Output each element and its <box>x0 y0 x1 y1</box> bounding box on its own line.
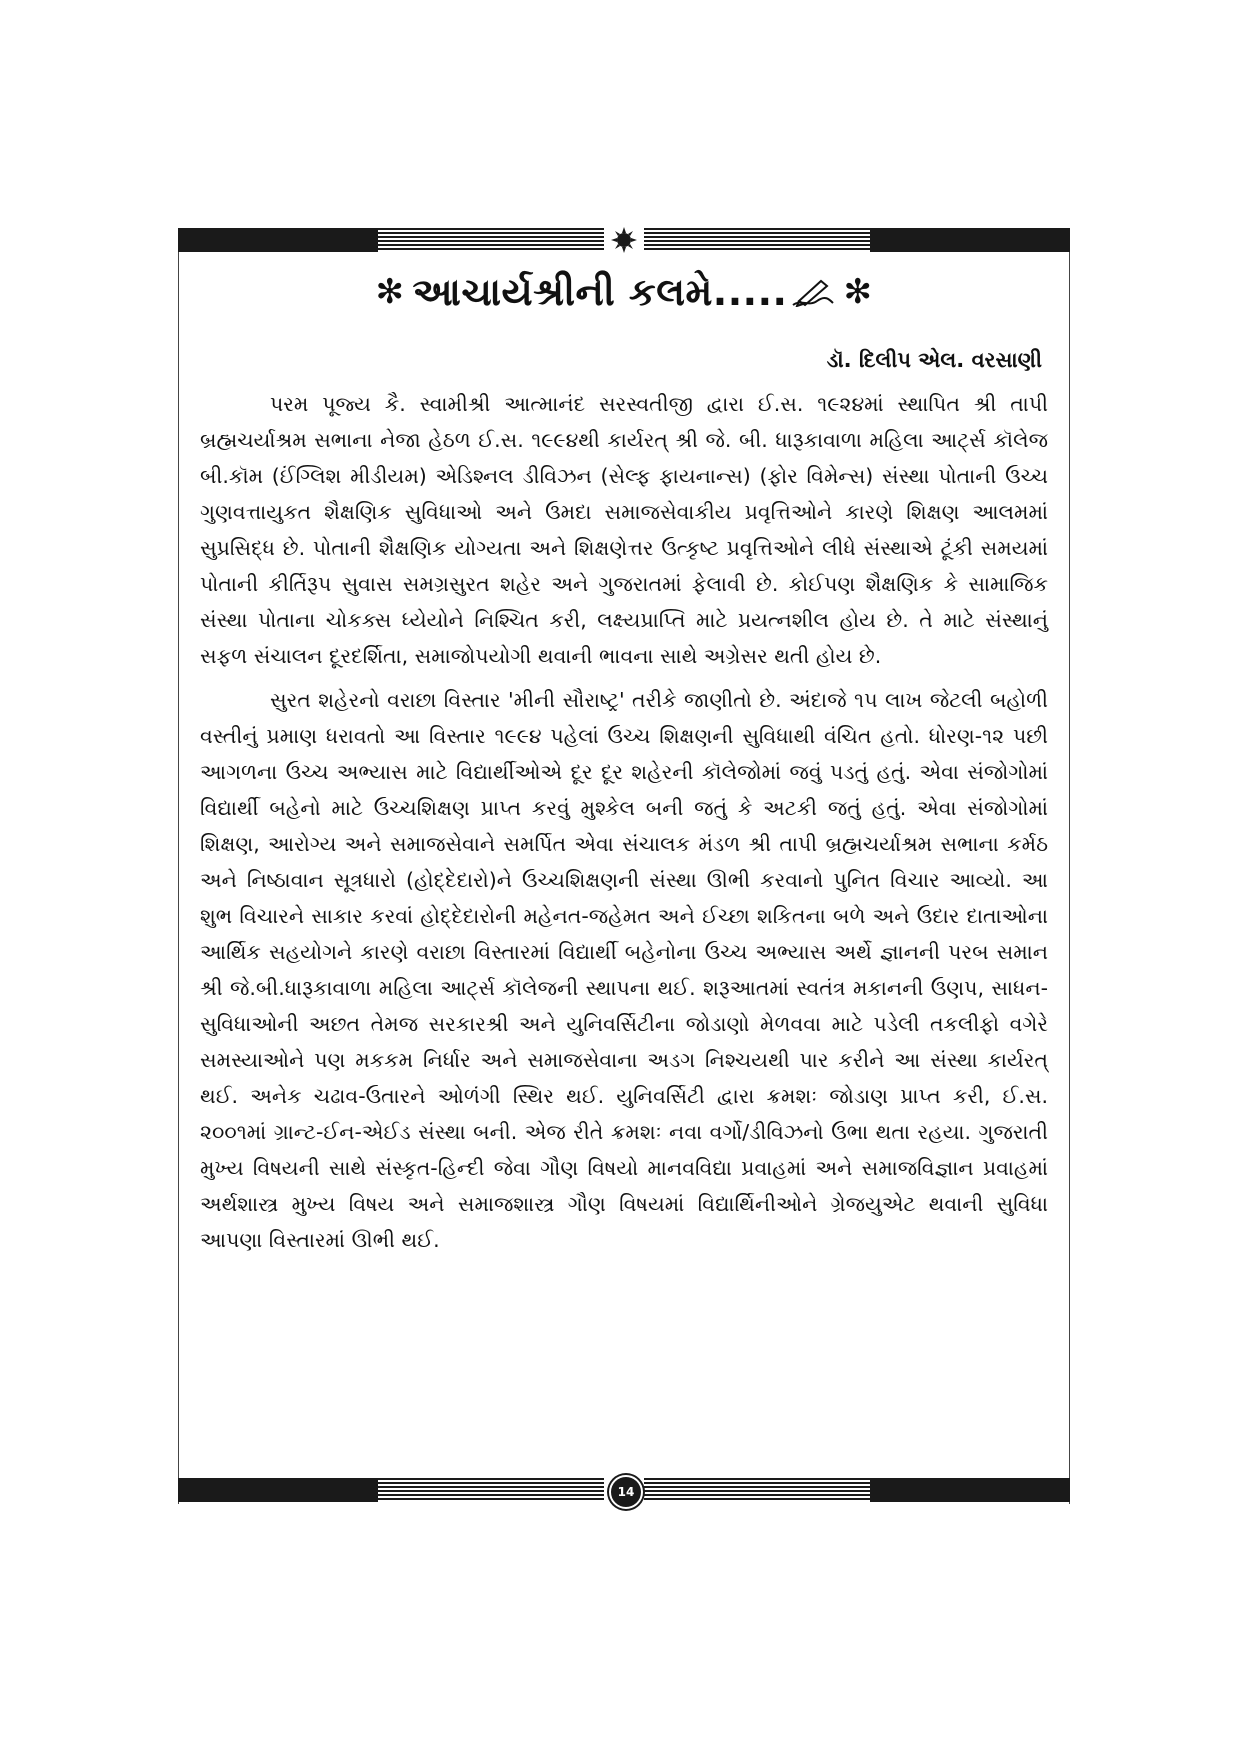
paragraph-2: સુરત શહેરનો વરાછા વિસ્તાર 'મીની સૌરાષ્ટ્ર' તરીકે જાણીતો છે. અંદાજે ૧૫ લાખ જેટલી બહોળી વસ્તીનું પ્રમાણ ધરાવતો આ વિસ્તાર ૧૯૯૪ પહેલાં ઉચ્ચ શિક્ષણની સુવિધાથી વંચિત હતો. ધોરણ-૧૨ પછી આગળના ઉચ્ચ અભ્યાસ માટે વિદ્યાર્થીઓએ દૂર દૂર શહેરની કૉલેજોમાં જવું પડતું હતું. એવા સંજોગોમાં વિદ્યાર્થી બહેનો માટે ઉચ્ચશિક્ષણ પ્રાપ્ત કરવું મુશ્કેલ બની જતું કે અટકી જતું હતું. એવા સંજોગોમાં શિક્ષણ, આરોગ્ય અને સમાજસેવાને સમર્પિત એવા સંચાલક મંડળ શ્રી તાપી બ્રહ્મચર્યાશ્રમ સભાના કર્મઠ અને નિષ્ઠાવાન સૂત્રધારો (હોદ્દેદારો)ને ઉચ્ચશિક્ષણની સંસ્થા ઊભી કરવાનો પુનિત વિચાર આવ્યો. આ શુભ વિચારને સાકાર કરવાં હોદ્દેદારોની મહેનત-જહેમત અને ઈચ્છા શકિતના બળે અને ઉદાર દાતાઓના આર્થિક સહયોગને કારણે વરાછા વિસ્તારમાં વિદ્યાર્થી બહેનોના ઉચ્ચ અભ્યાસ અર્થે જ્ઞાનની પરબ સમાન શ્રી જે.બી.ધારૂકાવાળા મહિલા આર્ટ્સ કૉલેજની સ્થાપના થઈ. શરૂઆતમાં સ્વતંત્ર મકાનની ઉણપ, સાધન-સુવિધાઓની અછત તેમજ સરકારશ્રી અને યુનિવર્સિટીના જોડાણો મેળવવા માટે પડેલી તકલીફો વગેરે સમસ્યાઓને પણ મકકમ નિર્ધાર અને સમાજસેવાના અડગ નિશ્ચયથી પાર કરીને આ સંસ્થા કાર્યરત્ થઈ. અનેક ચઢાવ-ઉતારને ઓળંગી સ્થિર થઈ. યુનિવર્સિટી દ્વારા ક્રમશઃ જોડાણ પ્રાપ્ત કરી, ઈ.સ. ૨૦૦૧માં ગ્રાન્ટ-ઈન-એઈડ સંસ્થા બની. એજ રીતે ક્રમશઃ નવા વર્ગો/ડીવિઝનો ઉભા થતા રહયા. ગુજરાતી મુખ્ય વિષયની સાથે સંસ્કૃત-હિન્દી જેવા ગૌણ વિષયો માનવવિદ્યા પ્રવાહમાં અને સમાજવિજ્ઞાન પ્રવાહમાં અર્થશાસ્ત્ર મુખ્ય વિષય અને સમાજશાસ્ત્ર ગૌણ વિષયમાં વિદ્યાર્થિનીઓને ગ્રેજયુએટ થવાની સુવિધા આપણા વિસ્તારમાં ઊભી થઈ. <box>200 688 1048 1252</box>
top-ornament-band <box>178 228 1070 252</box>
star-icon: ✻ <box>843 272 873 312</box>
bottom-ornament-band <box>178 1478 1070 1502</box>
pen-icon <box>791 277 835 307</box>
page-title <box>178 270 1070 315</box>
star-icon: ✻ <box>375 272 405 312</box>
paragraph-1: પરમ પૂજ્ય કૈ. સ્વામીશ્રી આત્માનંદ સરસ્વતીજી દ્વારા ઈ.સ. ૧૯૨૪માં સ્થાપિત શ્રી તાપી બ્રહ્મચર્યાશ્રમ સભાના નેજા હેઠળ ઈ.સ. ૧૯૯૪થી કાર્યરત્ શ્રી જે. બી. ધારૂકાવાળા મહિલા આર્ટ્સ કૉલેજ બી.કૉમ (ઈંગ્લિશ મીડીયમ) એડિશ્નલ ડીવિઝન (સેલ્ફ ફાયનાન્સ) (ફોર વિમેન્સ) સંસ્થા પોતાની ઉચ્ચ ગુણવત્તાયુકત શૈક્ષણિક સુવિધાઓ અને ઉમદા સમાજસેવાકીય પ્રવૃત્તિઓને કારણે શિક્ષણ આલમમાં સુપ્રસિદ્ધ છે. પોતાની શૈક્ષણિક યોગ્યતા અને શિક્ષણેત્તર ઉત્કૃષ્ટ પ્રવૃત્તિઓને લીધે સંસ્થાએ ટૂંકી સમયમાં પોતાની કીર્તિરૂપ સુવાસ સમગ્રસુરત શહેર અને ગુજરાતમાં ફેલાવી છે. કોઈપણ શૈક્ષણિક કે સામાજિક સંસ્થા પોતાના ચોકક્સ ધ્યેયોને નિશ્ચિત કરી, લક્ષ્યપ્રાપ્તિ માટે પ્રયત્નશીલ હોય છે. તે માટે સંસ્થાનું સફળ સંચાલન દૂરદર્શિતા, સમાજોપયોગી થવાની ભાવના સાથે અગ્રેસર થતી હોય છે. <box>200 392 1048 668</box>
article-body <box>200 386 1048 1266</box>
title-text: આચાર્યશ્રીની કલમે..... <box>412 270 788 314</box>
page-number: 14 <box>609 1475 643 1509</box>
sun-ornament-icon <box>611 227 637 253</box>
author-name: ડૉ. દિલીપ એલ. વરસાણી <box>826 348 1042 372</box>
